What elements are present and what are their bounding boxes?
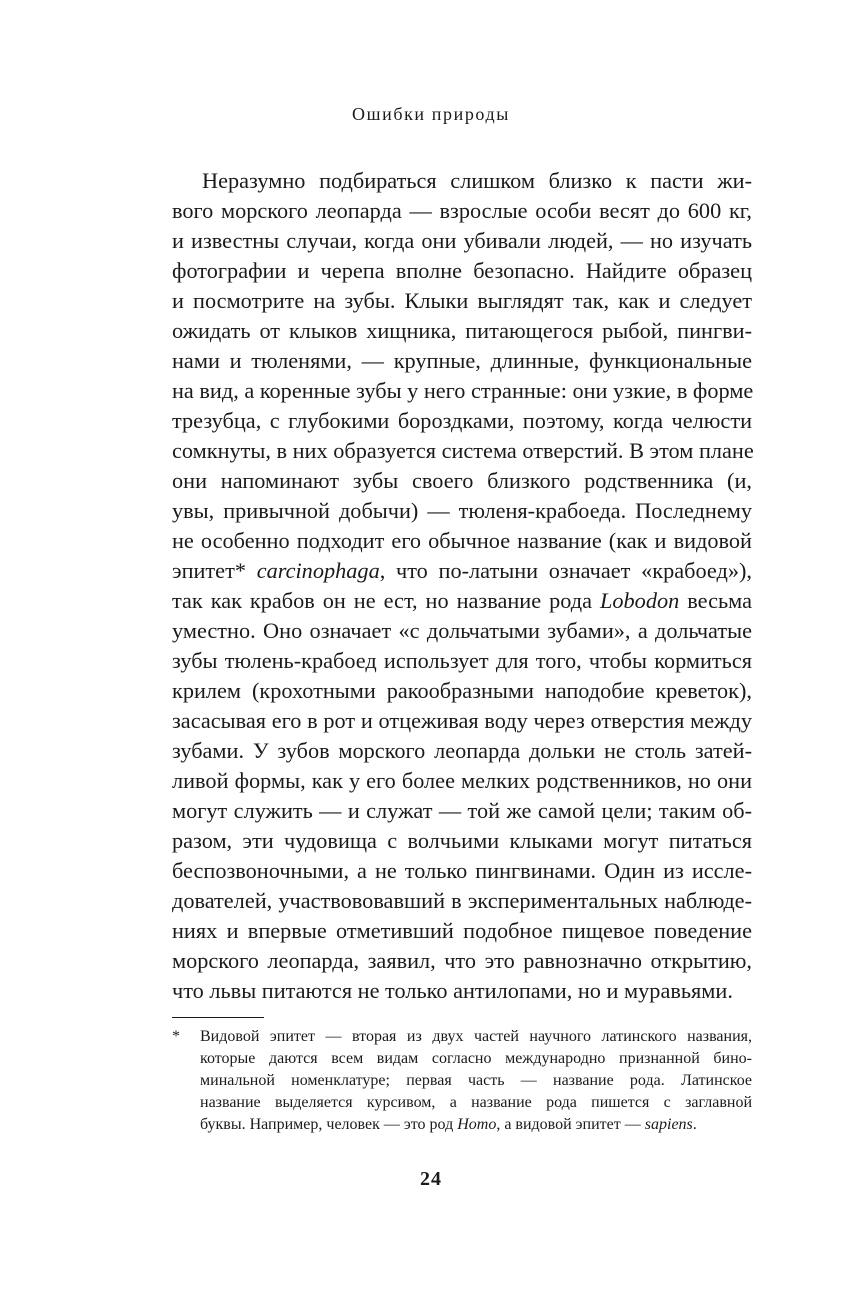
footnote-marker: * [172,1028,180,1045]
text-line: беспозвоночными, а не только пингвинами. Один из иссле- [172,858,752,883]
main-text [172,166,752,1006]
footnote-rule [172,1017,264,1018]
text-line: уместно. Оно означает «с дольчатыми зубами», а дольчатые [172,618,752,643]
text-line: ниях и впервые отметивший подобное пищевое поведение [172,918,752,943]
footnote-line: название выделяется курсивом, а название рода пишется с заглавной [200,1094,752,1111]
text-run: эпитет* [172,558,257,583]
latin-term: sapiens [644,1116,693,1133]
text-line: трезубца, с глубокими бороздками, поэтому, когда челюсти [172,408,752,433]
text-line: дователей, участвововавший в экспериментальных наблюде- [172,888,752,913]
text-line: крилем (крохотными ракообразными наподобие креветок), [172,678,752,703]
text-line: вого морского леопарда — взрослые особи весят до 600 кг, [172,198,752,223]
text-run: , что по-латыни означает «крабоед»), [379,558,752,583]
text-line: нами и тюленями, — крупные, длинные, функциональные [172,348,752,373]
text-line: на вид, а коренные зубы у него странные: они узкие, в форме [172,378,754,403]
text-line: увы, привычной добычи) — тюленя-крабоеда. Последнему [172,498,752,523]
text-line-with-footnote-ref [172,556,752,586]
text-run: так как крабов он не ест, но название рода [172,588,600,613]
running-header: Ошибки природы [352,104,510,124]
latin-term: Lobodon [599,588,680,613]
text-line: не особенно подходит его обычное название (как и видовой [172,528,752,553]
footnote [172,1026,752,1136]
text-line [172,586,752,616]
text-line: ожидать от клыков хищника, питающегося рыбой, пингви- [172,318,752,343]
text-line: ливой формы, как у его более мелких родственников, но они [172,768,752,793]
text-line: морского леопарда, заявил, что это равнозначно открытию, [172,948,752,973]
text-line: они напоминают зубы своего близкого родственника (и, [172,468,752,493]
text-line: сомкнуты, в них образуется система отверстий. В этом плане [172,438,754,463]
text-line: и известны случаи, когда они убивали людей, — но изучать [172,228,752,253]
text-run: , а видовой эпитет — [496,1116,645,1133]
text-run: буквы. Например, человек — это род [200,1116,458,1133]
text-line: и посмотрите на зубы. Клыки выглядят так, как и следует [172,288,752,313]
text-run: . [692,1116,697,1133]
text-line: что львы питаются не только антилопами, но и муравьями. [172,978,733,1003]
footnote-line: минальной номенклатуре; первая часть — название рода. Латинское [200,1072,752,1089]
text-line: могут служить — и служат — той же самой цели; таким об- [172,798,752,823]
footnote-line: Видовой эпитет — вторая из двух частей научного латинского названия, [200,1028,752,1045]
latin-term: Homo [457,1116,497,1133]
text-line: зубами. У зубов морского леопарда дольки не столь затей- [172,738,752,763]
text-run: весьма [679,588,752,613]
footnote-line: которые даются всем видам согласно международно признанной бино- [200,1050,752,1067]
page-number: 24 [420,1168,442,1190]
text-line: зубы тюлень-крабоед использует для того, чтобы кормиться [172,648,752,673]
text-line: разом, эти чудовища с волчьими клыками могут питаться [172,828,752,853]
text-line: Неразумно подбираться слишком близко к пасти жи- [202,168,752,193]
text-line: фотографии и черепа вполне безопасно. Найдите образец [172,258,752,283]
latin-term: carcinophaga [256,558,380,583]
footnote-line [200,1114,752,1136]
text-line: засасывая его в рот и отцеживая воду через отверстия между [172,708,752,733]
